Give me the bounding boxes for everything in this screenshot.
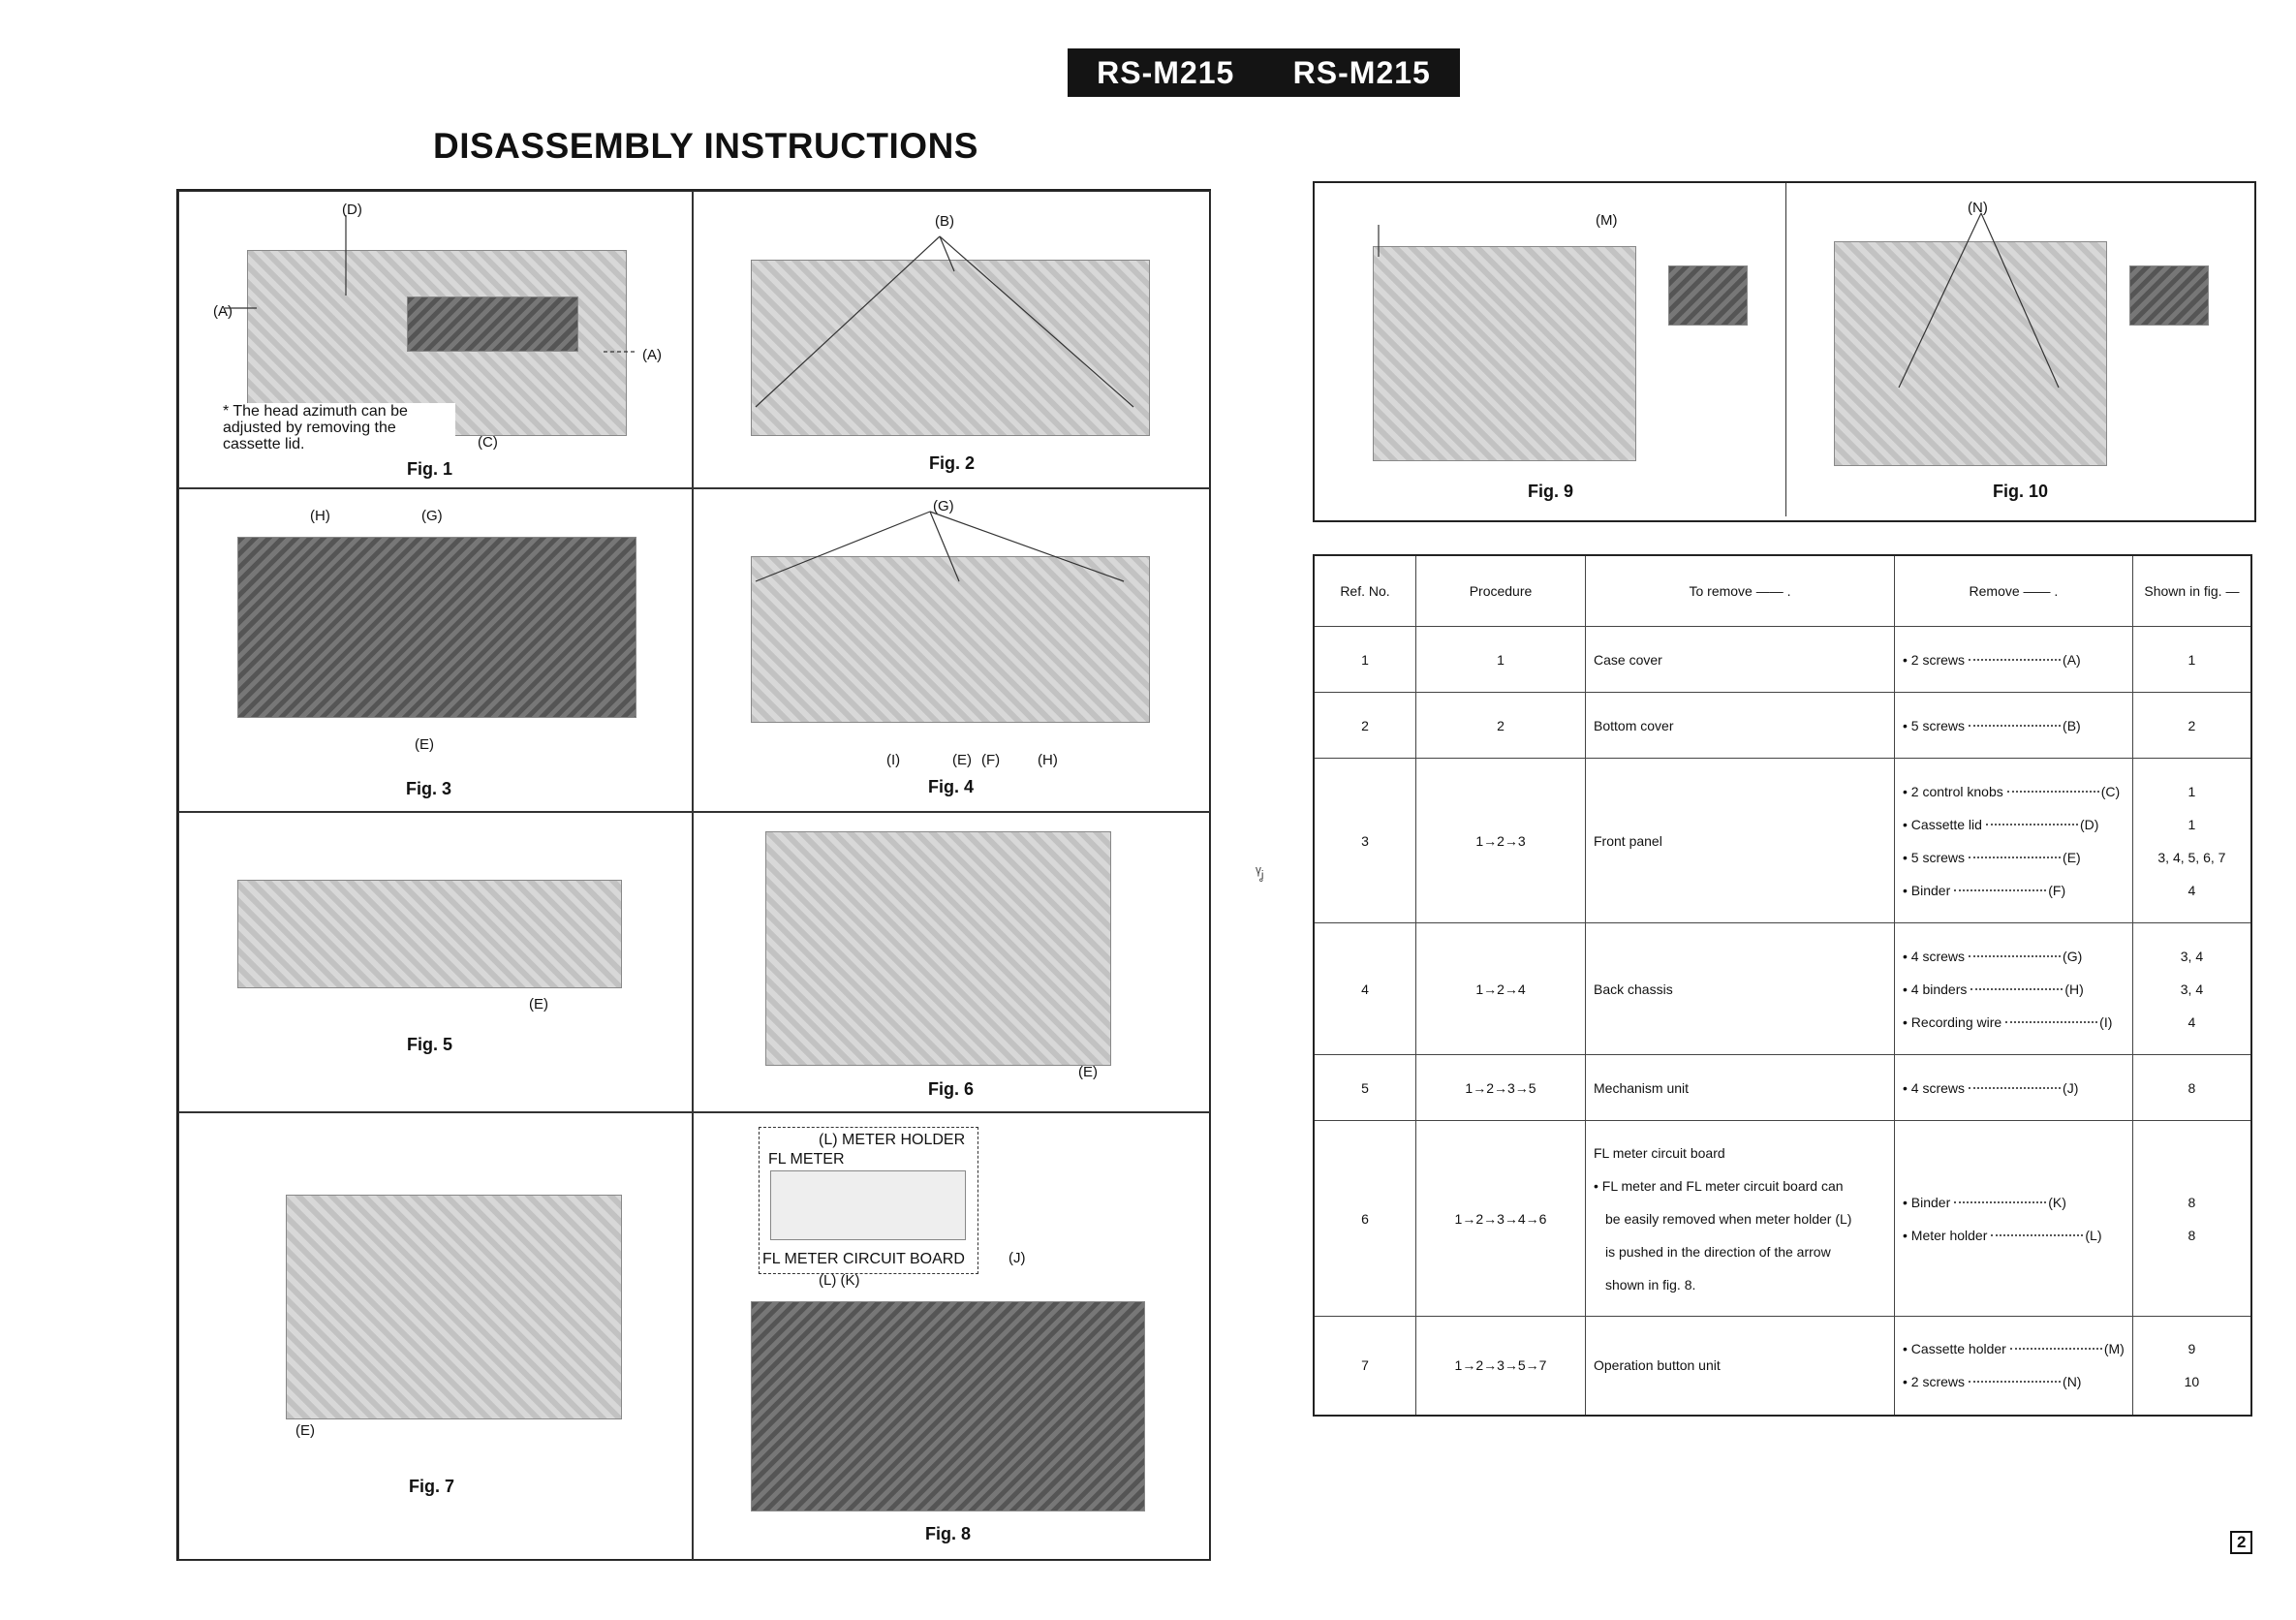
shown-in-fig-value: 8	[2187, 1227, 2196, 1243]
fig8-label: Fig. 8	[925, 1524, 972, 1543]
fig2-callout-b: (B)	[935, 213, 954, 230]
ref-cell: 2	[1314, 693, 1416, 759]
fig8-fl-meter-label: FL METER	[768, 1151, 845, 1168]
to-remove-text: Back chassis	[1594, 981, 1673, 997]
procedure-cell: 1→2→3	[1416, 759, 1586, 923]
remove-item-code: (C)	[2100, 783, 2121, 799]
stray-mark: ᵞ̥ᵢ	[1256, 862, 1264, 882]
page-title: DISASSEMBLY INSTRUCTIONS	[433, 126, 978, 166]
fig5-callout-e: (E)	[529, 996, 548, 1012]
fig5-label: Fig. 5	[407, 1035, 453, 1054]
shown-in-fig-value: 2	[2187, 717, 2196, 733]
col-header-to-remove: To remove —— .	[1586, 555, 1895, 627]
col-header-shown-in-fig: Shown in fig. —	[2132, 555, 2251, 627]
remove-item-code: (D)	[2079, 816, 2099, 832]
remove-item-name: • 2 control knobs	[1903, 783, 2003, 799]
shown-in-fig-value: 9	[2187, 1341, 2196, 1357]
fig4-callout-g: (G)	[933, 498, 954, 514]
fig4-callout-e: (E)	[952, 752, 972, 768]
col-header-remove: Remove —— .	[1895, 555, 2133, 627]
fig1-label: Fig. 1	[407, 459, 453, 479]
remove-item-code: (G)	[2063, 948, 2083, 964]
procedure-cell: 1	[1416, 627, 1586, 693]
fig3-callout-h: (H)	[310, 508, 330, 524]
remove-item-name: • 4 binders	[1903, 981, 1968, 997]
to-remove-note-line: is pushed in the direction of the arrow	[1605, 1243, 1831, 1260]
remove-item-code: (N)	[2063, 1374, 2082, 1390]
remove-item-code: (B)	[2063, 717, 2081, 733]
ref-cell: 6	[1314, 1121, 1416, 1317]
remove-item-name: • 4 screws	[1903, 948, 1966, 964]
fig6-callout-e: (E)	[1078, 1064, 1098, 1080]
to-remove-text: Case cover	[1594, 651, 1662, 668]
to-remove-text: Mechanism unit	[1594, 1079, 1690, 1096]
remove-item-code: (I)	[2099, 1013, 2113, 1030]
shown-in-fig-value: 4	[2187, 882, 2196, 898]
fig4-callout-h: (H)	[1038, 752, 1058, 768]
fig6-label: Fig. 6	[928, 1079, 975, 1099]
ref-cell: 5	[1314, 1055, 1416, 1121]
fig1-callout-a-left: (A)	[213, 303, 233, 320]
to-remove-note-line: be easily removed when meter holder (L)	[1605, 1210, 1852, 1227]
model-name-left: RS-M215	[1097, 54, 1235, 90]
fig1-callout-a-right: (A)	[642, 347, 662, 363]
model-name-right: RS-M215	[1292, 54, 1431, 90]
to-remove-note-line: • FL meter and FL meter circuit board can	[1594, 1177, 1844, 1194]
procedure-cell: 1→2→3→5	[1416, 1055, 1586, 1121]
ref-cell: 3	[1314, 759, 1416, 923]
fig3-callout-e: (E)	[415, 736, 434, 753]
fig8-meter-holder-label: (L) METER HOLDER	[819, 1132, 966, 1148]
to-remove-note-line: shown in fig. 8.	[1605, 1276, 1696, 1293]
col-header-ref: Ref. No.	[1314, 555, 1416, 627]
fig8-callout-l-k: (L) (K)	[819, 1272, 860, 1289]
fig3-callout-g: (G)	[421, 508, 443, 524]
fig9-label: Fig. 9	[1528, 482, 1574, 501]
fig4-label: Fig. 4	[928, 777, 975, 796]
remove-item-name: • Meter holder	[1903, 1227, 1988, 1243]
remove-item-name: • Cassette lid	[1903, 816, 1982, 832]
remove-item-name: • Cassette holder	[1903, 1341, 2006, 1357]
fig3-label: Fig. 3	[406, 779, 452, 798]
procedure-cell: 1→2→3→5→7	[1416, 1317, 1586, 1416]
remove-item-code: (M)	[2103, 1341, 2125, 1357]
fig1-callout-c: (C)	[478, 434, 498, 451]
fig2-label: Fig. 2	[929, 453, 976, 473]
remove-item-name: • 2 screws	[1903, 651, 1966, 668]
remove-item-code: (F)	[2048, 882, 2066, 898]
procedure-cell: 2	[1416, 693, 1586, 759]
to-remove-text: Front panel	[1594, 832, 1662, 849]
remove-item-name: • Binder	[1903, 1194, 1951, 1210]
remove-item-name: • 5 screws	[1903, 717, 1966, 733]
remove-item-name: • Recording wire	[1903, 1013, 2002, 1030]
remove-item-code: (J)	[2063, 1079, 2079, 1096]
fig1-callout-d: (D)	[342, 202, 362, 218]
page-number: 2	[2230, 1531, 2252, 1554]
shown-in-fig-value: 1	[2187, 783, 2196, 799]
fig8-circuit-board-label: FL METER CIRCUIT BOARD	[762, 1251, 965, 1267]
procedure-cell: 1→2→4	[1416, 923, 1586, 1055]
fig4-callout-f: (F)	[981, 752, 1001, 768]
remove-item-name: • 5 screws	[1903, 849, 1966, 865]
to-remove-text: Bottom cover	[1594, 717, 1674, 733]
shown-in-fig-value: 1	[2187, 651, 2196, 668]
shown-in-fig-value: 10	[2184, 1374, 2200, 1390]
shown-in-fig-value: 3, 4	[2180, 948, 2204, 964]
to-remove-text: Operation button unit	[1594, 1357, 1721, 1374]
shown-in-fig-value: 3, 4, 5, 6, 7	[2157, 849, 2226, 865]
ref-cell: 7	[1314, 1317, 1416, 1416]
remove-item-code: (L)	[2085, 1227, 2102, 1243]
fig10-callout-n: (N)	[1968, 200, 1988, 216]
remove-item-name: • Binder	[1903, 882, 1951, 898]
procedure-cell: 1→2→3→4→6	[1416, 1121, 1586, 1317]
shown-in-fig-value: 4	[2187, 1013, 2196, 1030]
fig8-callout-j: (J)	[1008, 1250, 1026, 1266]
shown-in-fig-value: 1	[2187, 816, 2196, 832]
to-remove-text: FL meter circuit board	[1594, 1144, 1725, 1161]
fig1-note: * The head azimuth can be adjusted by removing the cassette lid.	[223, 403, 455, 452]
remove-item-code: (A)	[2063, 651, 2081, 668]
col-header-procedure: Procedure	[1416, 555, 1586, 627]
fig10-label: Fig. 10	[1993, 482, 2049, 501]
remove-item-code: (K)	[2048, 1194, 2066, 1210]
remove-item-name: • 4 screws	[1903, 1079, 1966, 1096]
fig7-callout-e: (E)	[295, 1422, 315, 1439]
fig4-callout-i: (I)	[886, 752, 901, 768]
ref-cell: 4	[1314, 923, 1416, 1055]
shown-in-fig-value: 8	[2187, 1194, 2196, 1210]
fig9-callout-m: (M)	[1596, 212, 1618, 229]
remove-item-code: (E)	[2063, 849, 2081, 865]
shown-in-fig-value: 3, 4	[2180, 981, 2204, 997]
remove-item-name: • 2 screws	[1903, 1374, 1966, 1390]
ref-cell: 1	[1314, 627, 1416, 693]
fig7-label: Fig. 7	[409, 1477, 455, 1496]
shown-in-fig-value: 8	[2187, 1079, 2196, 1096]
remove-item-code: (H)	[2064, 981, 2084, 997]
